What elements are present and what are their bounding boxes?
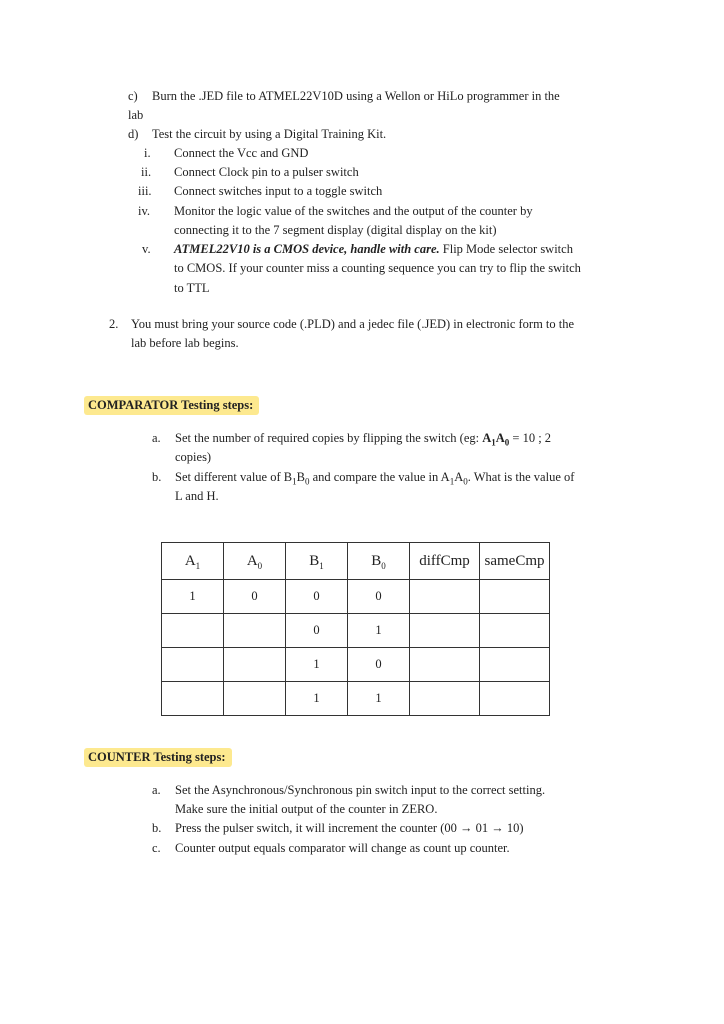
table-row bbox=[162, 614, 550, 648]
counter-c-marker: c. bbox=[152, 841, 161, 855]
counter-a-text-cont: Make sure the initial output of the counter in ZERO. bbox=[175, 802, 438, 816]
table-row bbox=[162, 682, 550, 716]
item2-text-cont: lab before lab begins. bbox=[131, 336, 239, 350]
header-samecmp: sameCmp bbox=[480, 543, 550, 580]
cell-a0 bbox=[224, 682, 286, 716]
substep-num: iii. bbox=[138, 184, 152, 198]
cell-diffcmp bbox=[410, 648, 480, 682]
cell-b1: 0 bbox=[286, 614, 348, 648]
counter-c-text: Counter output equals comparator will change as count up counter. bbox=[175, 841, 510, 855]
comparator-a-text-cont: copies) bbox=[175, 450, 212, 464]
step-c-text: Burn the .JED file to ATMEL22V10D using a Wellon or HiLo programmer in the bbox=[152, 89, 560, 103]
cell-diffcmp bbox=[410, 580, 480, 614]
b1-sub: 1 bbox=[292, 476, 297, 487]
comparator-b-pre: Set different value of B bbox=[175, 470, 293, 484]
cell-a1 bbox=[162, 614, 224, 648]
cell-samecmp bbox=[480, 580, 550, 614]
comparator-a-post: = 10 ; 2 bbox=[509, 431, 552, 445]
cell-b0: 0 bbox=[348, 580, 410, 614]
comparator-b-text-cont: L and H. bbox=[175, 489, 219, 503]
a0-letter: A bbox=[454, 470, 464, 484]
comparator-truth-table bbox=[161, 542, 550, 716]
substep-num: iv. bbox=[138, 204, 151, 218]
comparator-heading-text: COMPARATOR Testing steps: bbox=[84, 396, 259, 415]
cell-a0 bbox=[224, 648, 286, 682]
b0-letter: B bbox=[296, 470, 305, 484]
substep-text-cont: to TTL bbox=[174, 281, 210, 295]
table-row bbox=[162, 648, 550, 682]
substep-text: Flip Mode selector switch bbox=[442, 242, 573, 256]
item2-marker: 2. bbox=[109, 317, 119, 331]
header-a1: $A_1$ bbox=[162, 543, 224, 580]
cell-b1: 1 bbox=[286, 682, 348, 716]
cell-b0: 0 bbox=[348, 648, 410, 682]
a0-sub: 0 bbox=[463, 476, 468, 487]
cell-a1 bbox=[162, 682, 224, 716]
header-diffcmp: diffCmp bbox=[410, 543, 480, 580]
cell-samecmp bbox=[480, 682, 550, 716]
header-b1: $B_1$ bbox=[286, 543, 348, 580]
counter-b-text: Press the pulser switch, it will increment the counter (00 → 01 → 10) bbox=[175, 821, 524, 835]
cell-b0: 1 bbox=[348, 682, 410, 716]
cell-a1 bbox=[162, 648, 224, 682]
switch-a0-sub: 0 bbox=[504, 437, 510, 448]
switch-a0: A bbox=[495, 431, 505, 445]
a1-sub: 1 bbox=[449, 476, 455, 487]
comparator-b-text bbox=[175, 468, 574, 487]
switch-a1-sub: 1 bbox=[491, 437, 496, 448]
counter-a-text: Set the Asynchronous/Synchronous pin switch input to the correct setting. bbox=[175, 783, 546, 797]
substep-text: Monitor the logic value of the switches and the output of the counter by bbox=[174, 204, 533, 218]
header-b0: $B_0$ bbox=[348, 543, 410, 580]
counter-a-marker: a. bbox=[152, 783, 161, 797]
substep-text: Connect the Vcc and GND bbox=[174, 146, 309, 160]
cell-samecmp bbox=[480, 648, 550, 682]
substep-num: ii. bbox=[141, 165, 152, 179]
cell-a0: 0 bbox=[224, 580, 286, 614]
step-c-text-cont: lab bbox=[128, 108, 144, 122]
counter-heading-text: COUNTER Testing steps: bbox=[84, 748, 232, 767]
table-row bbox=[162, 580, 550, 614]
comparator-b-post: . What is the value of bbox=[467, 470, 575, 484]
cmos-warning: ATMEL22V10 is a CMOS device, handle with care. bbox=[174, 242, 440, 256]
comparator-a-text bbox=[175, 429, 551, 448]
comparator-b-mid: and compare the value in A bbox=[309, 470, 450, 484]
cell-diffcmp bbox=[410, 614, 480, 648]
substep-text-cont: to CMOS. If your counter miss a counting sequence you can try to flip the switch bbox=[174, 261, 581, 275]
substep-text-cont: connecting it to the 7 segment display (digital display on the kit) bbox=[174, 223, 497, 237]
step-d-text: Test the circuit by using a Digital Training Kit. bbox=[152, 127, 387, 141]
cell-samecmp bbox=[480, 614, 550, 648]
table-header-row bbox=[162, 543, 550, 580]
header-a0: $A_0$ bbox=[224, 543, 286, 580]
step-c-marker: c) bbox=[128, 89, 138, 103]
cell-b1: 0 bbox=[286, 580, 348, 614]
counter-heading bbox=[84, 748, 232, 767]
cell-a1: 1 bbox=[162, 580, 224, 614]
cell-diffcmp bbox=[410, 682, 480, 716]
comparator-heading bbox=[84, 396, 259, 415]
cell-b0: 1 bbox=[348, 614, 410, 648]
step-d-marker: d) bbox=[128, 127, 139, 141]
cell-a0 bbox=[224, 614, 286, 648]
item2-text: You must bring your source code (.PLD) and a jedec file (.JED) in electronic form to the bbox=[131, 317, 575, 331]
cell-b1: 1 bbox=[286, 648, 348, 682]
comparator-a-marker: a. bbox=[152, 431, 161, 445]
comparator-b-marker: b. bbox=[152, 470, 162, 484]
substep-num: i. bbox=[144, 146, 151, 160]
substep-num: v. bbox=[142, 242, 151, 256]
b0-sub: 0 bbox=[304, 476, 310, 487]
substep-text: Connect Clock pin to a pulser switch bbox=[174, 165, 359, 179]
substep-text: Connect switches input to a toggle switch bbox=[174, 184, 383, 198]
switch-a1: A bbox=[482, 431, 492, 445]
comparator-a-pre: Set the number of required copies by flipping the switch (eg: bbox=[175, 431, 483, 445]
counter-b-marker: b. bbox=[152, 821, 162, 835]
substep-warning-line bbox=[174, 240, 573, 259]
